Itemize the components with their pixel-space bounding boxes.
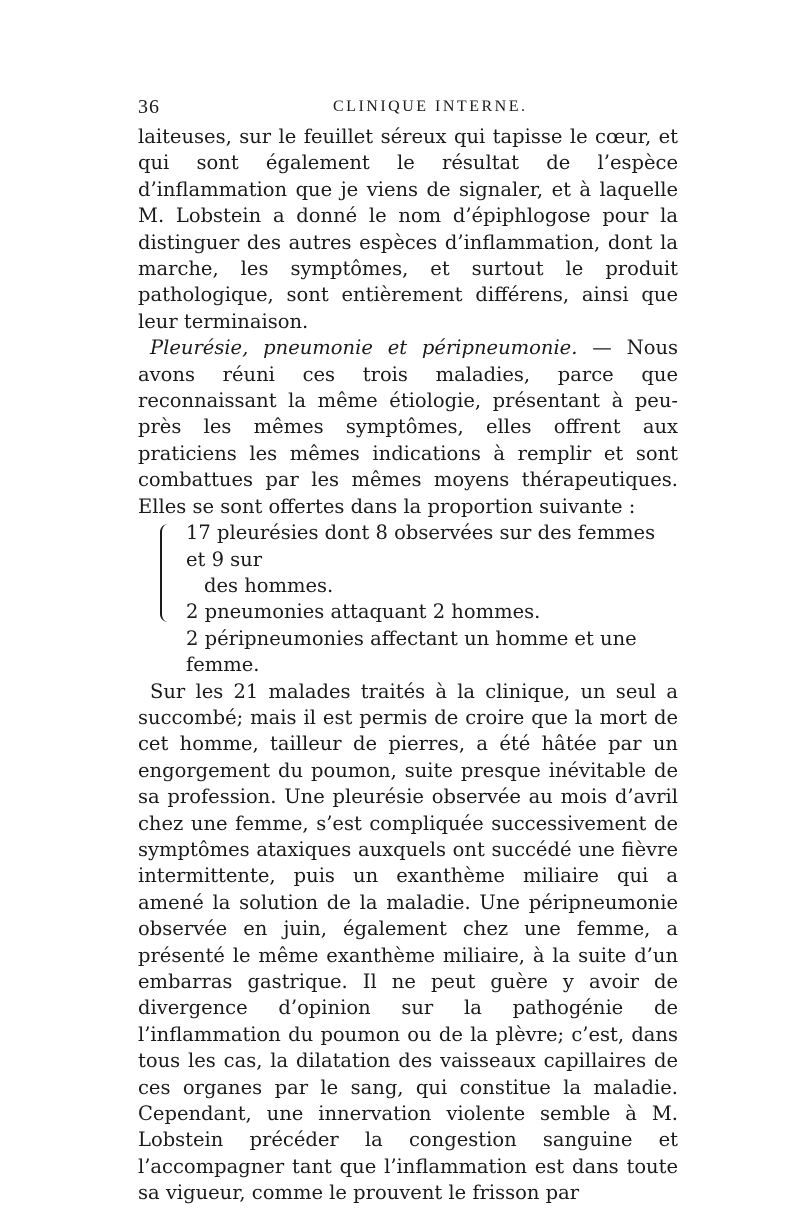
cases-list (138, 520, 678, 678)
page-body (138, 124, 678, 1207)
paragraph-continuation: laiteuses, sur le feuillet séreux qui tapisse le cœur, et qui sont également le résultat de l’espèce d’inflammation que je viens de signaler, et à laquelle M. Lobstein a donné le nom d’épiphlogose pour la distinguer des autres espèces d’inflammation, dont la marche, les symptômes, et surtout le produit pathologique, sont entièrement différens, ainsi que leur terminaison. (138, 125, 678, 333)
paragraph-pleuresie (138, 335, 678, 520)
paragraph-text: — Nous avons réuni ces trois maladies, parce que reconnaissant la même étiologie, présentant à peu-près les mêmes symptômes, elles offrent aux praticiens les mêmes indications à remplir et sont combattues par les mêmes moyens thérapeutiques. Elles se sont offertes dans la proportion suivante : (138, 336, 679, 518)
list-item-text: 17 pleurésies dont 8 observées sur des femmes et 9 sur (186, 521, 656, 571)
section-heading: Pleurésie, pneumonie et péripneumonie. (150, 336, 578, 360)
page-number: 36 (138, 96, 160, 118)
brace-mark (160, 524, 172, 622)
list-item (186, 520, 678, 599)
list-item: 2 pneumonies attaquant 2 hommes. (186, 600, 541, 624)
running-title: CLINIQUE INTERNE. (333, 98, 528, 115)
paragraph-outcomes: Sur les 21 malades traités à la clinique, un seul a succombé; mais il est permis de croire que la mort de cet homme, tailleur de pierres, a été hâtée par un engorgement du poumon, suite presque inévitable de sa profession. Une pleurésie observée au mois d’avril chez une femme, s’est compliquée successivement de symptômes ataxiques auxquels ont succédé une fièvre intermittente, puis un exanthème miliaire qui a amené la solution de la maladie. Une péripneumonie observée en juin, également chez une femme, a présenté le même exanthème miliaire, à la suite d’un embarras gastrique. Il ne peut guère y avoir de divergence d’opinion sur la pathogénie de l’inflammation du poumon ou de la plèvre; c’est, dans tous les cas, la dilatation des vaisseaux capillaires de ces organes par le sang, qui constitue la maladie. Cependant, une innervation violente semble à M. Lobstein précéder la congestion sanguine et l’accompagner tant que l’inflammation est dans toute sa vigueur, comme le prouvent le frisson par (138, 679, 678, 1205)
page-header (138, 96, 678, 122)
list-item: 2 péripneumonies affectant un homme et une femme. (186, 626, 637, 677)
list-item-text: des hommes. (204, 573, 334, 597)
